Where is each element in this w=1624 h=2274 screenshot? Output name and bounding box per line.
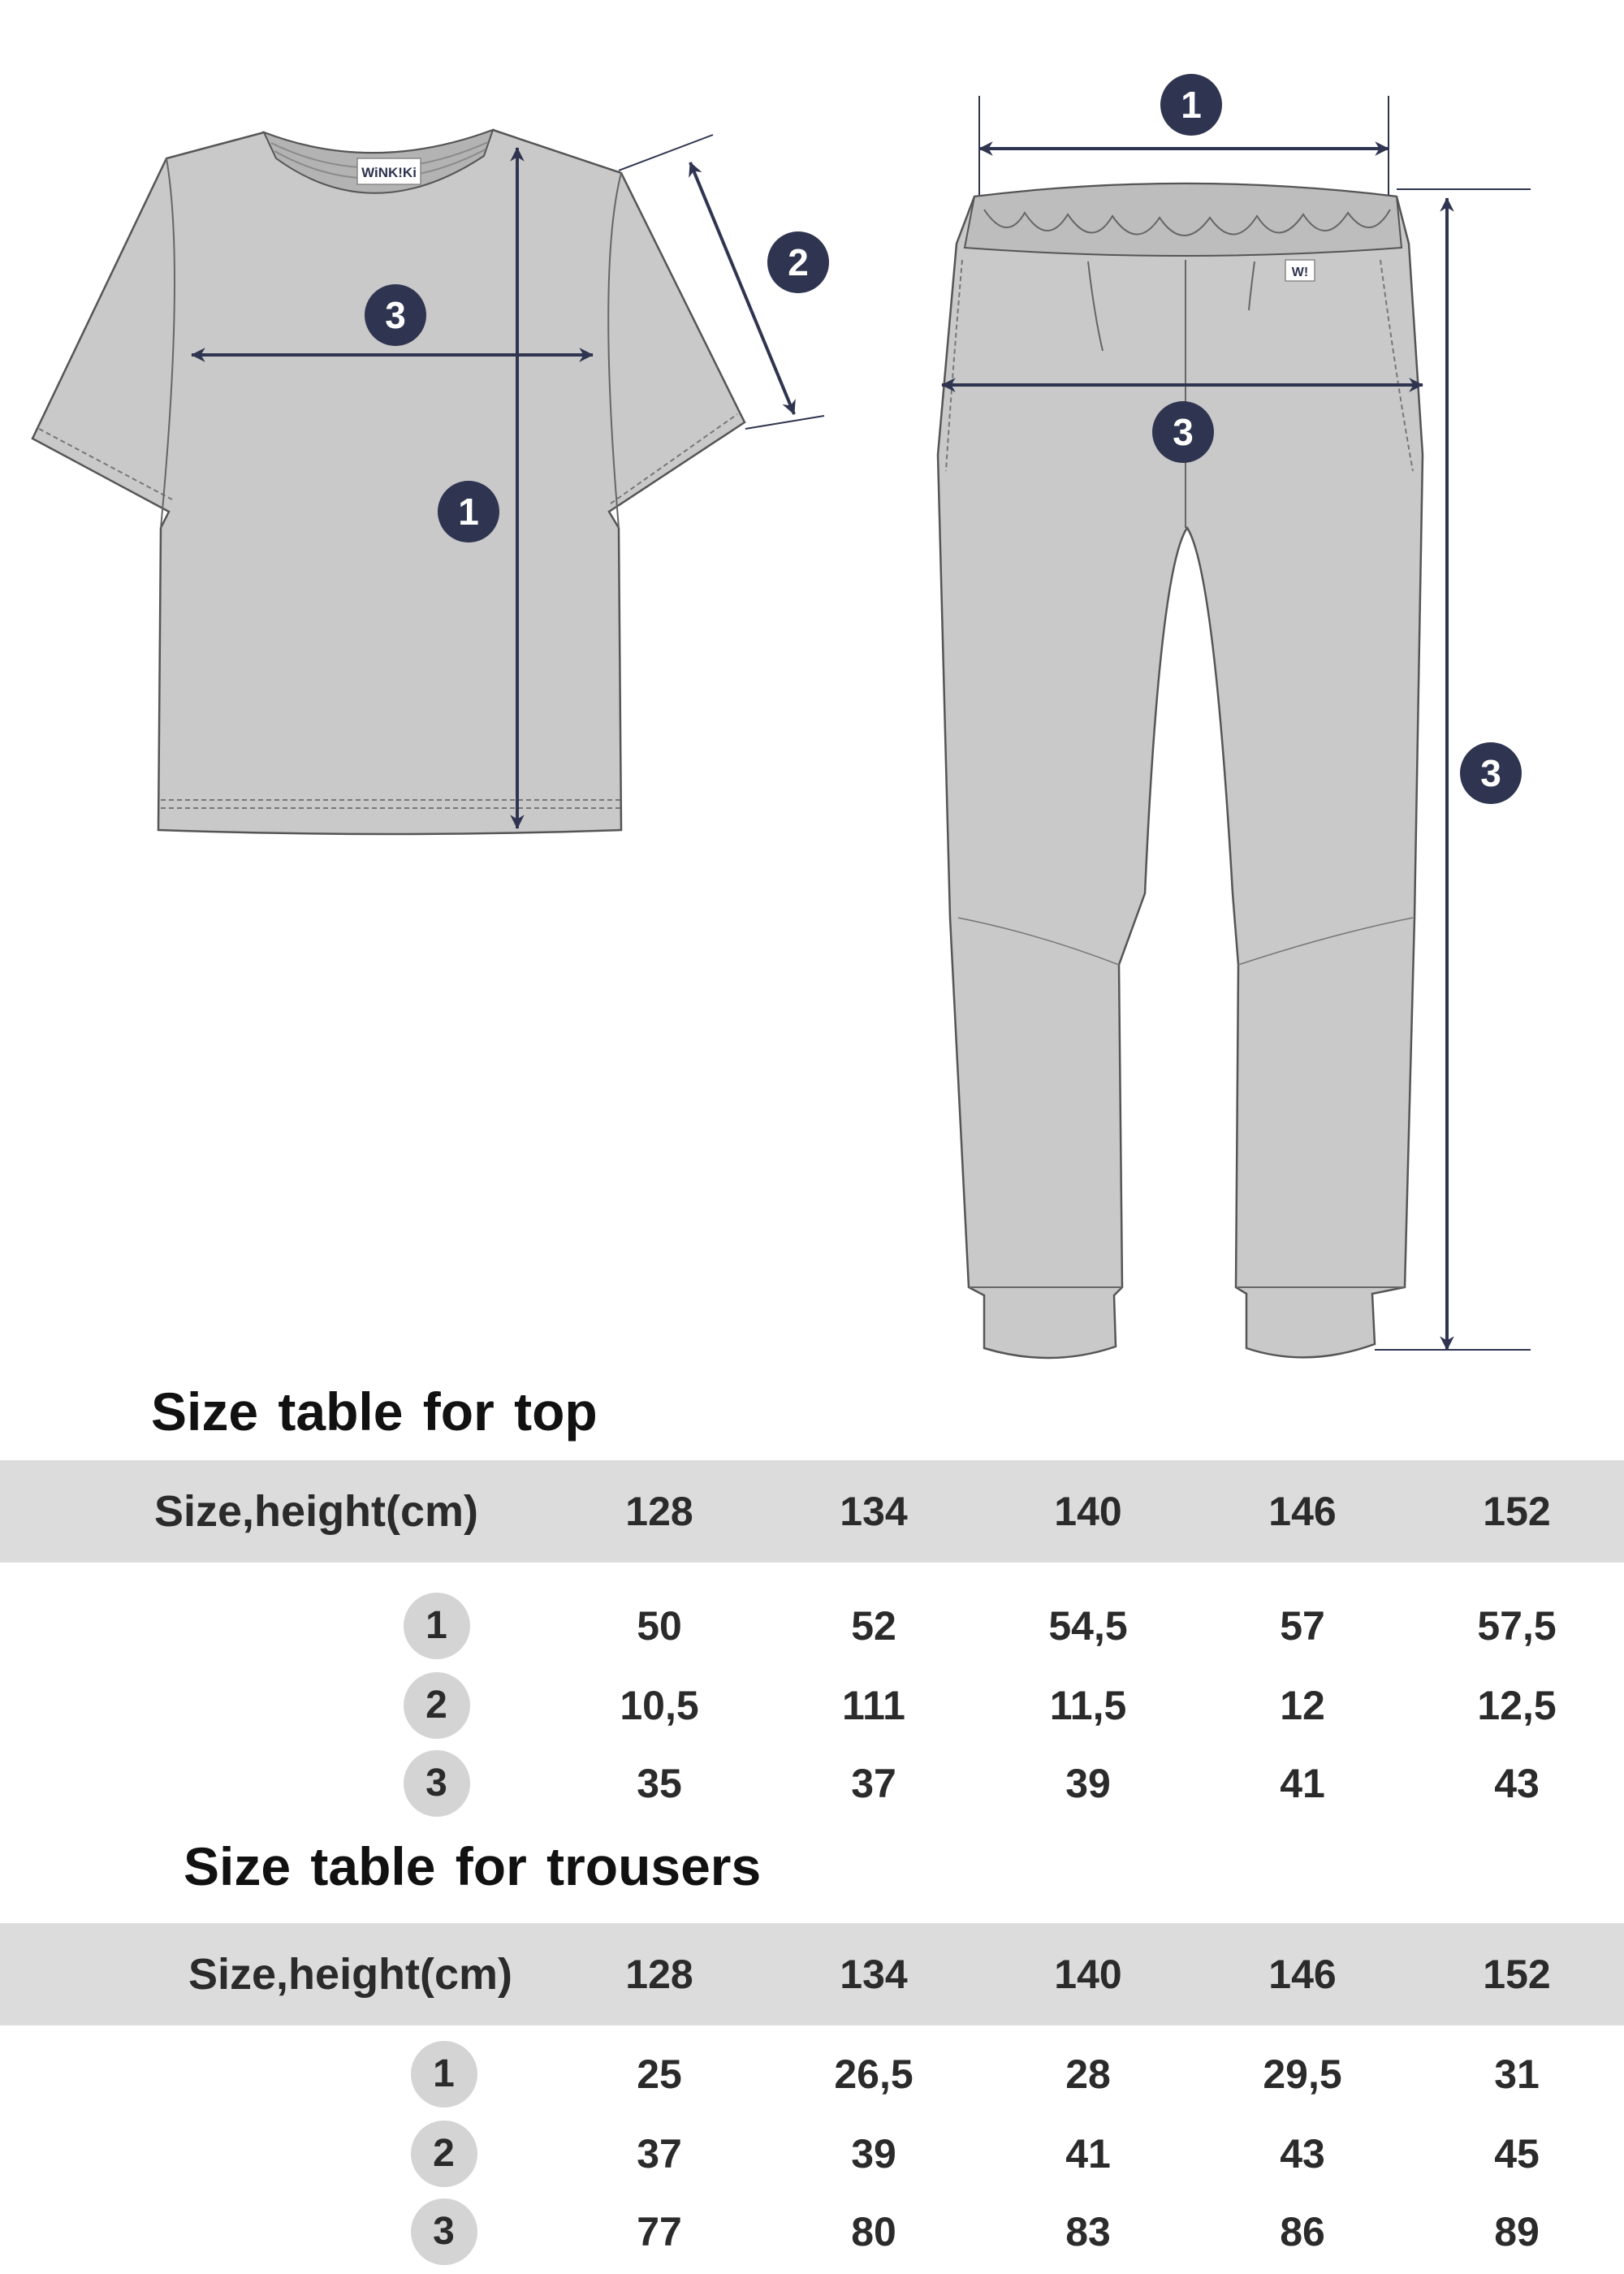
size-header: 146: [1268, 1952, 1337, 1997]
size-header: 134: [840, 1952, 908, 1997]
svg-text:3: 3: [1480, 752, 1501, 794]
pants-marker-length: [1460, 742, 1522, 804]
table-row: [0, 2115, 1624, 2193]
table-cell: 41: [1065, 2131, 1111, 2177]
table-cell: 29,5: [1263, 2051, 1342, 2097]
pants-brand-label: W!: [1291, 266, 1309, 279]
size-header: 140: [1054, 1952, 1122, 1997]
header-label: Size,height(cm): [154, 1487, 479, 1536]
table-row: [0, 2025, 1624, 2115]
table-cell: 12: [1280, 1683, 1325, 1728]
trousers-drawing: [938, 74, 1531, 1358]
svg-text:2: 2: [788, 241, 809, 283]
size-header: 140: [1054, 1489, 1122, 1534]
table-cell: 45: [1494, 2131, 1540, 2177]
shirt-brand-label: WiNK!Ki: [361, 165, 417, 180]
row-marker: 2: [411, 2121, 477, 2187]
table-cell: 52: [851, 1603, 896, 1649]
svg-text:1: 1: [458, 491, 479, 533]
table-header-row: [0, 1460, 1624, 1563]
size-header: 128: [625, 1952, 693, 1997]
row-marker: 3: [411, 2198, 477, 2265]
table-cell: 50: [637, 1603, 682, 1649]
row-marker: 3: [404, 1750, 470, 1817]
row-marker: 2: [404, 1672, 470, 1739]
table-cell: 39: [851, 2131, 896, 2177]
top-size-table: [0, 1460, 1624, 1822]
tshirt-body: [32, 130, 745, 834]
trousers-size-table: [0, 1923, 1624, 2271]
svg-text:3: 3: [385, 294, 406, 336]
table-cell: 10,5: [620, 1683, 699, 1728]
header-label: Size,height(cm): [188, 1950, 513, 1999]
table-header-row: [0, 1923, 1624, 2025]
table-cell: 41: [1280, 1761, 1325, 1806]
table-cell: 54,5: [1048, 1603, 1128, 1649]
tshirt-drawing: [32, 130, 829, 834]
table-cell: 57,5: [1477, 1603, 1557, 1649]
svg-text:1: 1: [1181, 84, 1202, 126]
table-cell: 80: [851, 2209, 896, 2255]
size-header: 146: [1268, 1489, 1337, 1534]
table-cell: 89: [1494, 2209, 1540, 2255]
size-header: 152: [1483, 1489, 1551, 1534]
table-cell: 43: [1494, 1761, 1540, 1806]
table-cell: 111: [842, 1683, 905, 1728]
table-row: [0, 2193, 1624, 2271]
pants-marker-hip: [1152, 401, 1214, 463]
table-cell: 77: [637, 2209, 682, 2255]
table-cell: 37: [637, 2131, 682, 2177]
table-cell: 43: [1280, 2131, 1325, 2177]
table-cell: 31: [1494, 2051, 1540, 2097]
table-cell: 86: [1280, 2209, 1325, 2255]
row-marker: 1: [411, 2041, 477, 2108]
shirt-marker-chest: [365, 284, 426, 346]
table-row: [0, 1744, 1624, 1822]
table-cell: 28: [1065, 2051, 1111, 2097]
svg-text:3: 3: [1173, 411, 1194, 453]
table-cell: 11,5: [1049, 1683, 1127, 1728]
trousers-table-title: Size table for trousers: [184, 1836, 762, 1896]
table-cell: 37: [851, 1761, 896, 1806]
pants-marker-waist: [1160, 74, 1222, 136]
table-cell: 35: [637, 1761, 682, 1806]
row-marker: 1: [404, 1593, 470, 1659]
size-header: 128: [625, 1489, 693, 1534]
table-cell: 39: [1065, 1761, 1111, 1806]
shirt-marker-sleeve: [767, 231, 829, 293]
table-cell: 12,5: [1477, 1683, 1557, 1728]
table-row: [0, 1563, 1624, 1667]
top-table-title: Size table for top: [151, 1381, 598, 1442]
trousers-body: [938, 184, 1423, 1358]
table-cell: 25: [637, 2051, 682, 2097]
size-header: 134: [840, 1489, 908, 1534]
table-row: [0, 1667, 1624, 1744]
table-cell: 26,5: [834, 2051, 914, 2097]
size-header: 152: [1483, 1952, 1551, 1997]
shirt-marker-length: [438, 481, 499, 543]
table-cell: 57: [1280, 1603, 1325, 1649]
table-cell: 83: [1065, 2209, 1111, 2255]
